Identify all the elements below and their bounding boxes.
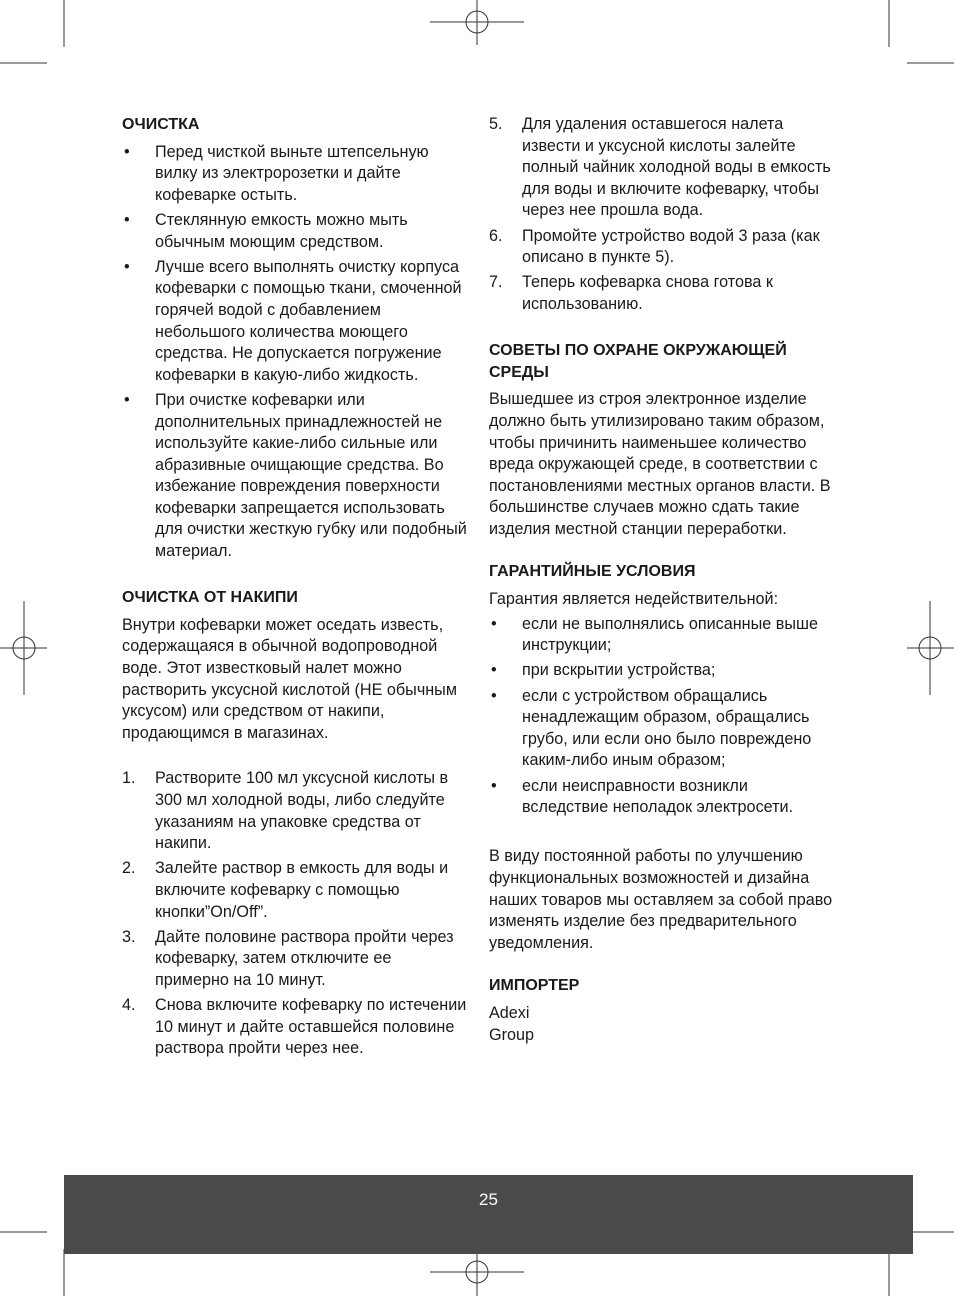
step-item: 6. Промойте устройство водой 3 раза (как описано в пункте 5). xyxy=(489,226,820,267)
importer-heading: ИМПОРТЕР xyxy=(489,977,580,995)
importer-line-1: Adexi xyxy=(489,1003,530,1022)
bullet-icon: • xyxy=(124,390,130,409)
step-item: 7. Теперь кофеварка снова готова к использованию. xyxy=(489,273,774,313)
list-item: • если неисправности возникли вследствие неполадок электросети. xyxy=(491,776,794,817)
list-item: • Перед чисткой выньте штепсельную вилку из электророзетки и дайте кофеварке остыть. xyxy=(124,142,429,204)
descaling-heading: ОЧИСТКА ОТ НАКИПИ xyxy=(122,589,298,607)
page-number: 25 xyxy=(479,1190,498,1209)
step-number: 7. xyxy=(489,273,503,292)
step-number: 6. xyxy=(489,226,503,245)
bullet-icon: • xyxy=(491,686,497,705)
importer-line-2: Group xyxy=(489,1025,534,1044)
list-item: • при вскрытии устройства; xyxy=(489,660,834,682)
step-item: 4. Снова включите кофеварку по истечении 10 минут и дайте оставшейся половине раствора пройти через нее. xyxy=(122,996,467,1058)
descaling-steps xyxy=(122,768,467,1060)
right-column xyxy=(489,114,834,1046)
environment-text: Вышедшее из строя электронное изделие должно быть утилизировано таким образом, чтобы причинить наименьшее количество вреда окружающей среде, в соответствии с постановлениями местных органов власти. В большинстве случаев можно сдать такие изделия местной станции переработки. xyxy=(489,390,831,538)
list-item: • Стеклянную емкость можно мыть обычным моющим средством. xyxy=(124,210,408,251)
list-item: • если с устройством обращались ненадлежащим образом, обращались грубо, или если оно было повреждено каким-либо иным образом; xyxy=(491,686,812,770)
bullet-icon: • xyxy=(124,210,130,229)
step-number: 1. xyxy=(122,769,136,788)
warranty-intro: Гарантия является недействительной: xyxy=(489,590,779,609)
bullet-icon: • xyxy=(124,142,130,161)
step-item: 2. Залейте раствор в емкость для воды и включите кофеварку с помощью кнопки”On/Off”. xyxy=(122,859,449,921)
descaling-steps-continued xyxy=(489,114,834,316)
step-number: 5. xyxy=(489,115,503,133)
bullet-icon: • xyxy=(491,776,497,795)
bullet-icon: • xyxy=(491,614,497,633)
step-number: 4. xyxy=(122,996,136,1015)
cleaning-heading: ОЧИСТКА xyxy=(122,116,200,133)
step-item: 3. Дайте половине раствора пройти через кофеварку, затем отключите ее примерно на 10 минут. xyxy=(122,927,454,989)
environment-heading: СОВЕТЫ ПО ОХРАНЕ ОКРУЖАЮЩЕЙ СРЕДЫ xyxy=(489,342,787,381)
improvement-notice: В виду постоянной работы по улучшению функциональных возможностей и дизайна наших товаров мы оставляем за собой право изменять изделие без предварительного уведомления. xyxy=(489,847,833,952)
warranty-list xyxy=(489,614,834,819)
step-number: 3. xyxy=(122,927,136,946)
list-item: • Лучше всего выполнять очистку корпуса кофеварки с помощью ткани, смоченной горячей водой с добавлением небольшого количества моющего средства. Не допускается погружение кофеварки в какую-либо жидкость. xyxy=(124,257,462,384)
warranty-heading: ГАРАНТИЙНЫЕ УСЛОВИЯ xyxy=(489,563,696,581)
descaling-intro: Внутри кофеварки может оседать известь, содержащаяся в обычной водопроводной воде. Этот известковый налет можно растворить уксусной кислотой (НЕ обычным уксусом) или средством от накипи, продающимся в магазинах. xyxy=(122,615,457,742)
bullet-icon: • xyxy=(491,661,497,680)
list-item: • если не выполнялись описанные выше инструкции; xyxy=(491,614,818,655)
bullet-icon: • xyxy=(124,257,130,276)
list-item: • При очистке кофеварки или дополнительных принадлежностей не используйте какие-либо сильные или абразивные очищающие средства. Во избежание повреждения поверхности кофеварки запрещается использовать для очистки жесткую губку или подобный материал. xyxy=(124,390,467,561)
step-number: 2. xyxy=(122,859,136,878)
left-column xyxy=(122,114,467,1064)
step-item: 5. Для удаления оставшегося налета извести и уксусной кислоты залейте полный чайник холодной воды в емкость для воды и включите кофеварку, чтобы через нее прошла вода. xyxy=(489,115,831,220)
cleaning-list xyxy=(122,142,467,563)
footer-bar xyxy=(64,1175,913,1254)
step-item: 1. Растворите 100 мл уксусной кислоты в 300 мл холодной воды, либо следуйте указаниям на упаковке средства от накипи. xyxy=(122,769,449,853)
